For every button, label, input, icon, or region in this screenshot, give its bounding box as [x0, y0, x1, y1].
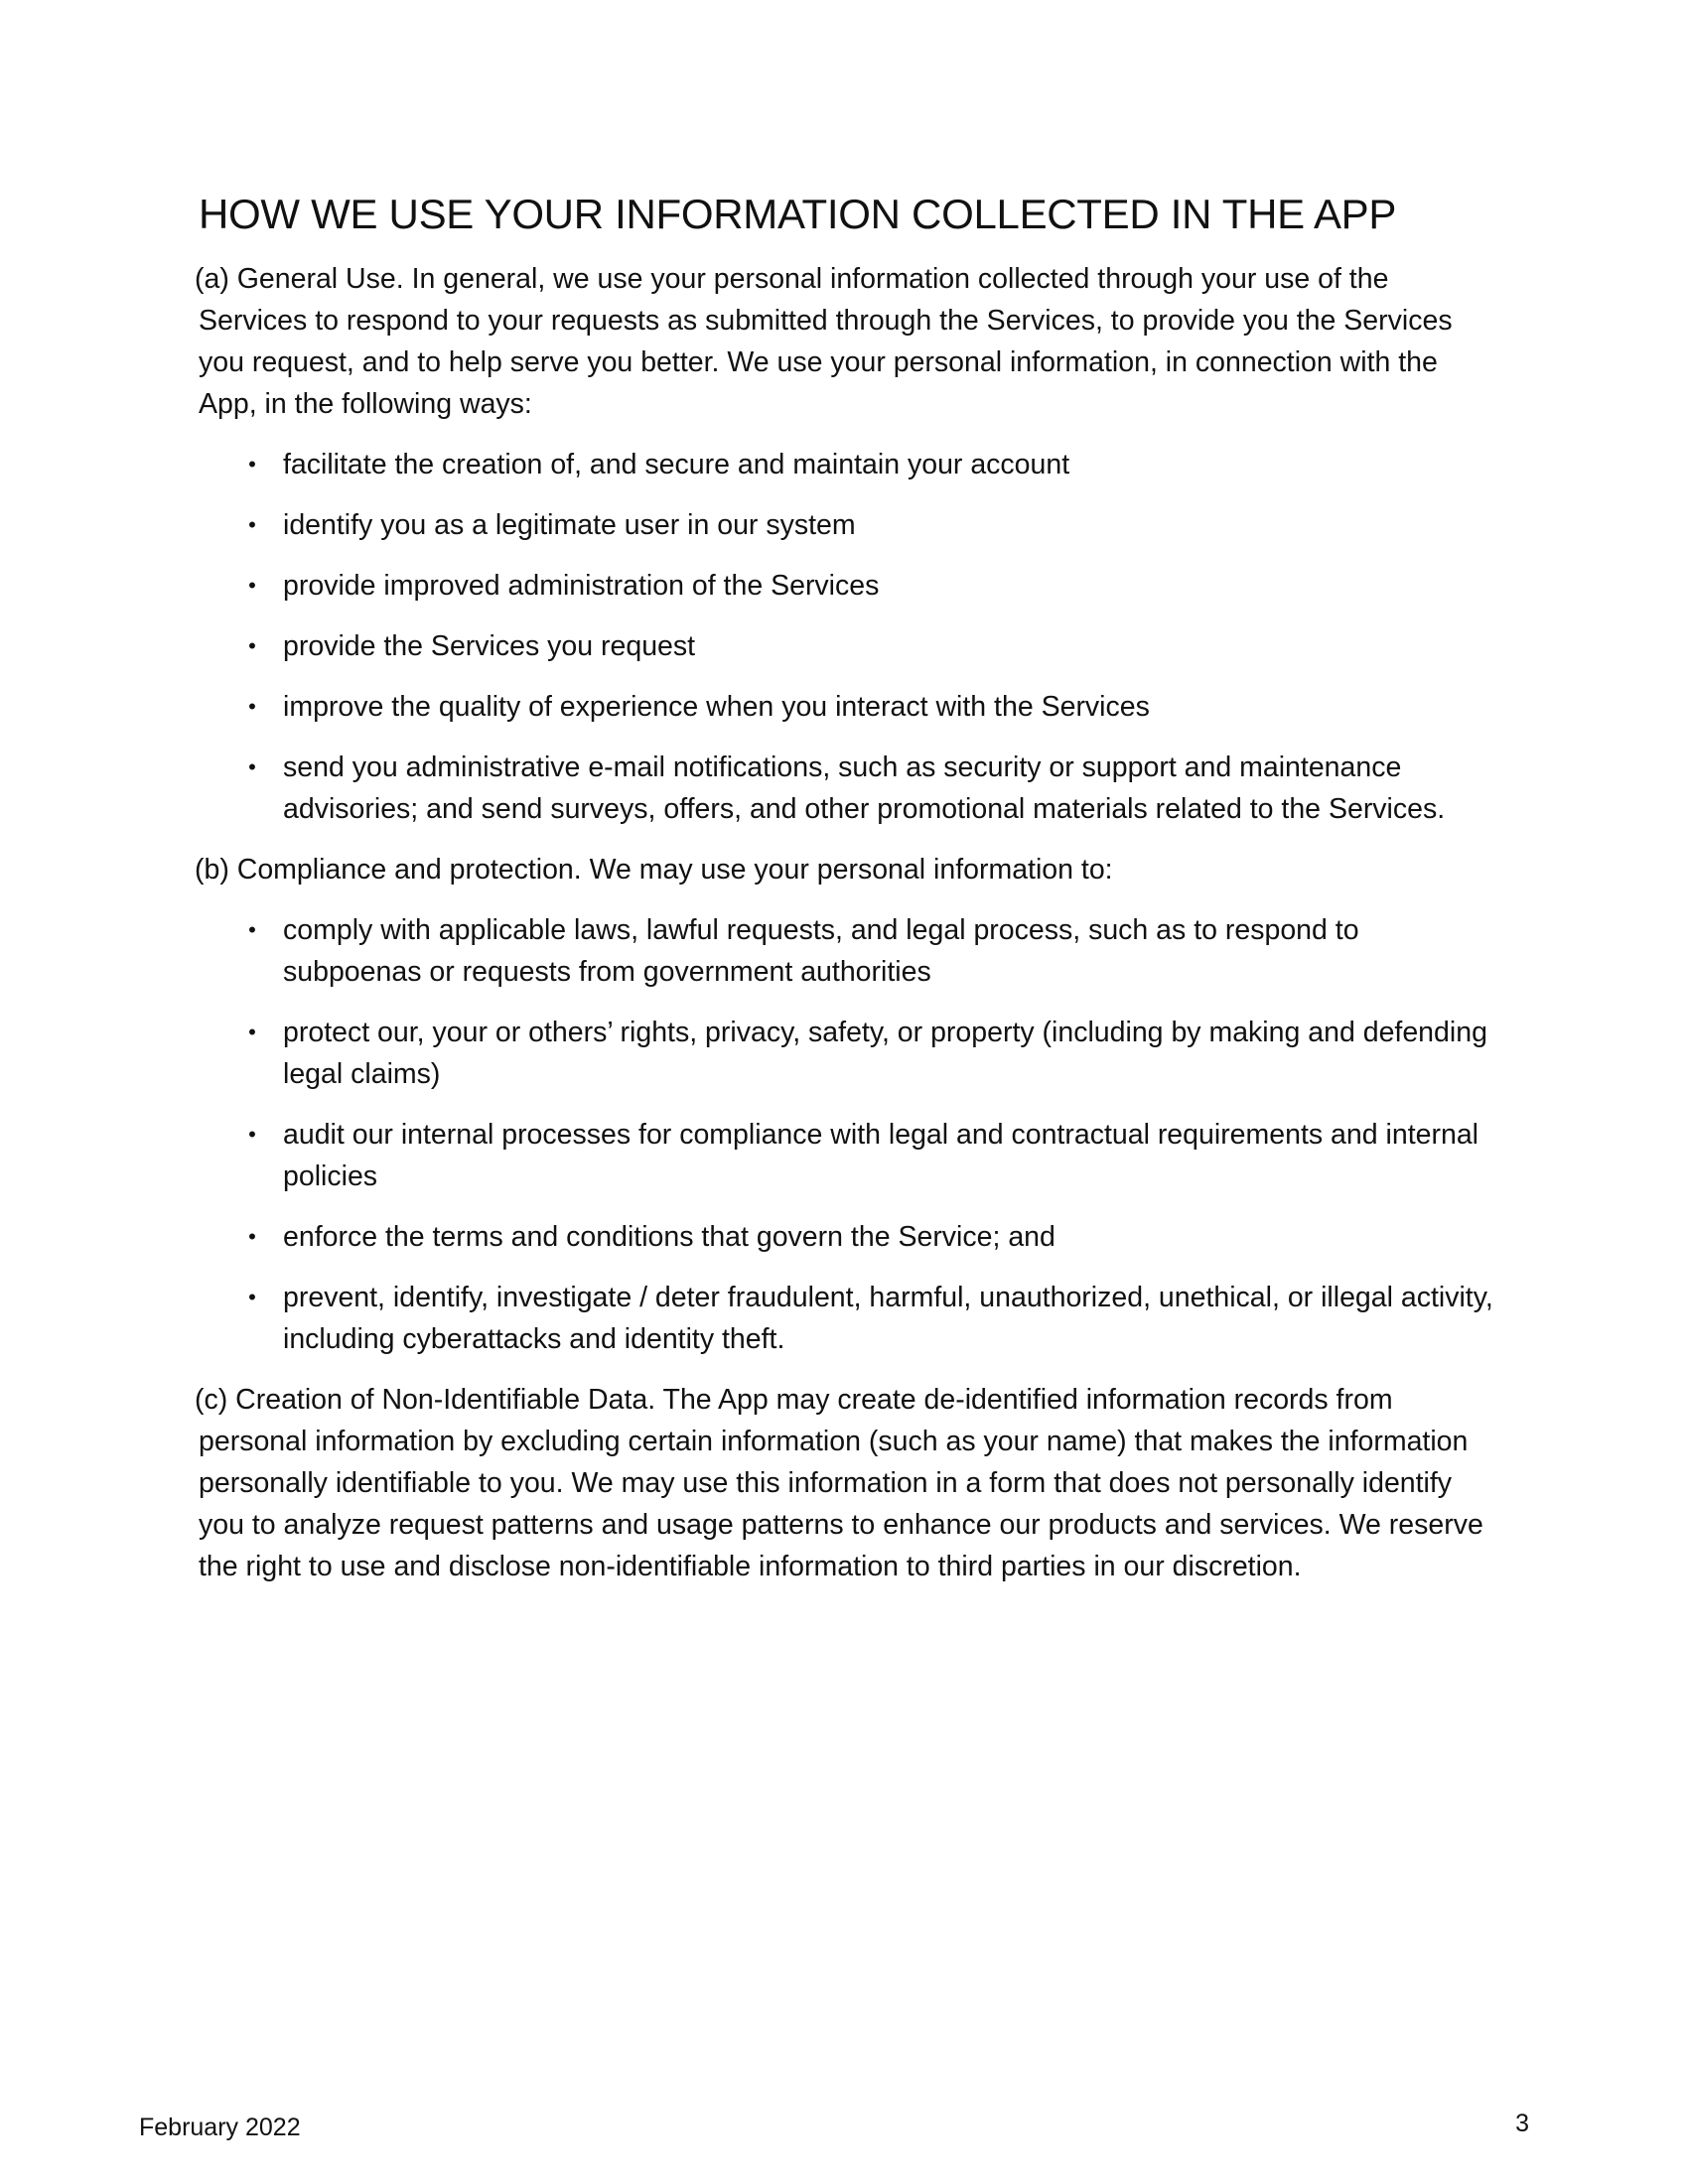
list-item-text: audit our internal processes for compliance with legal and contractual requirements and internal policies [283, 1119, 1478, 1192]
list-item [195, 909, 1495, 993]
section-b-list [195, 909, 1495, 1360]
bullet-icon: • [248, 1122, 256, 1147]
list-item-text: enforce the terms and conditions that govern the Service; and [283, 1221, 1055, 1253]
list-item-text: improve the quality of experience when you interact with the Services [283, 691, 1150, 723]
bullet-icon: • [248, 1224, 256, 1249]
section-b-compliance: (b) Compliance and protection. We may use your personal information to: [195, 854, 1113, 886]
bullet-icon: • [248, 512, 256, 537]
bullet-icon: • [248, 754, 256, 779]
bullet-icon: • [248, 917, 256, 942]
list-item [195, 565, 1495, 607]
bullet-icon: • [248, 694, 256, 719]
list-item [195, 504, 1495, 546]
page-title: HOW WE USE YOUR INFORMATION COLLECTED IN THE APP [199, 191, 1397, 237]
section-c-non-identifiable-data: (c) Creation of Non-Identifiable Data. The App may create de-identified information records from personal information by excluding certain information (such as your name) that makes the information personally identifiable to you. We may use this information in a form that does not personally identify you to analyze request patterns and usage patterns to enhance our products and services. We reserve the right to use and disclose non-identifiable information to third parties in our discretion. [195, 1384, 1483, 1582]
bullet-icon: • [248, 573, 256, 598]
list-item-text: protect our, your or others’ rights, privacy, safety, or property (including by making and defending legal claims) [283, 1017, 1487, 1090]
list-item-text: provide the Services you request [283, 630, 696, 662]
section-a-list [195, 444, 1495, 830]
list-item-text: comply with applicable laws, lawful requests, and legal process, such as to respond to subpoenas or requests from government authorities [283, 914, 1359, 988]
list-item [195, 1012, 1495, 1095]
footer-page-number: 3 [1515, 2110, 1529, 2137]
list-item-text: send you administrative e-mail notifications, such as security or support and maintenance advisories; and send surveys, offers, and other promotional materials related to the Services. [283, 751, 1446, 825]
section-a-general-use: (a) General Use. In general, we use your personal information collected through your use of the Services to respond to your requests as submitted through the Services, to provide you the Services you request, and to help serve you better. We use your personal information, in connection with the App, in the following ways: [195, 263, 1453, 420]
list-item [195, 1216, 1495, 1258]
list-item-text: identify you as a legitimate user in our system [283, 509, 856, 541]
list-item [195, 686, 1495, 728]
list-item [195, 444, 1495, 485]
bullet-icon: • [248, 452, 256, 477]
list-item [195, 625, 1495, 667]
document-body [195, 258, 1495, 1606]
list-item [195, 1114, 1495, 1197]
footer-date: February 2022 [139, 2114, 301, 2141]
list-item-text: prevent, identify, investigate / deter fraudulent, harmful, unauthorized, unethical, or illegal activity, including cyberattacks and identity theft. [283, 1282, 1493, 1355]
bullet-icon: • [248, 1285, 256, 1309]
list-item [195, 747, 1495, 830]
list-item-text: provide improved administration of the Services [283, 570, 880, 602]
list-item [195, 1277, 1495, 1360]
bullet-icon: • [248, 633, 256, 658]
list-item-text: facilitate the creation of, and secure and maintain your account [283, 449, 1070, 480]
bullet-icon: • [248, 1020, 256, 1044]
